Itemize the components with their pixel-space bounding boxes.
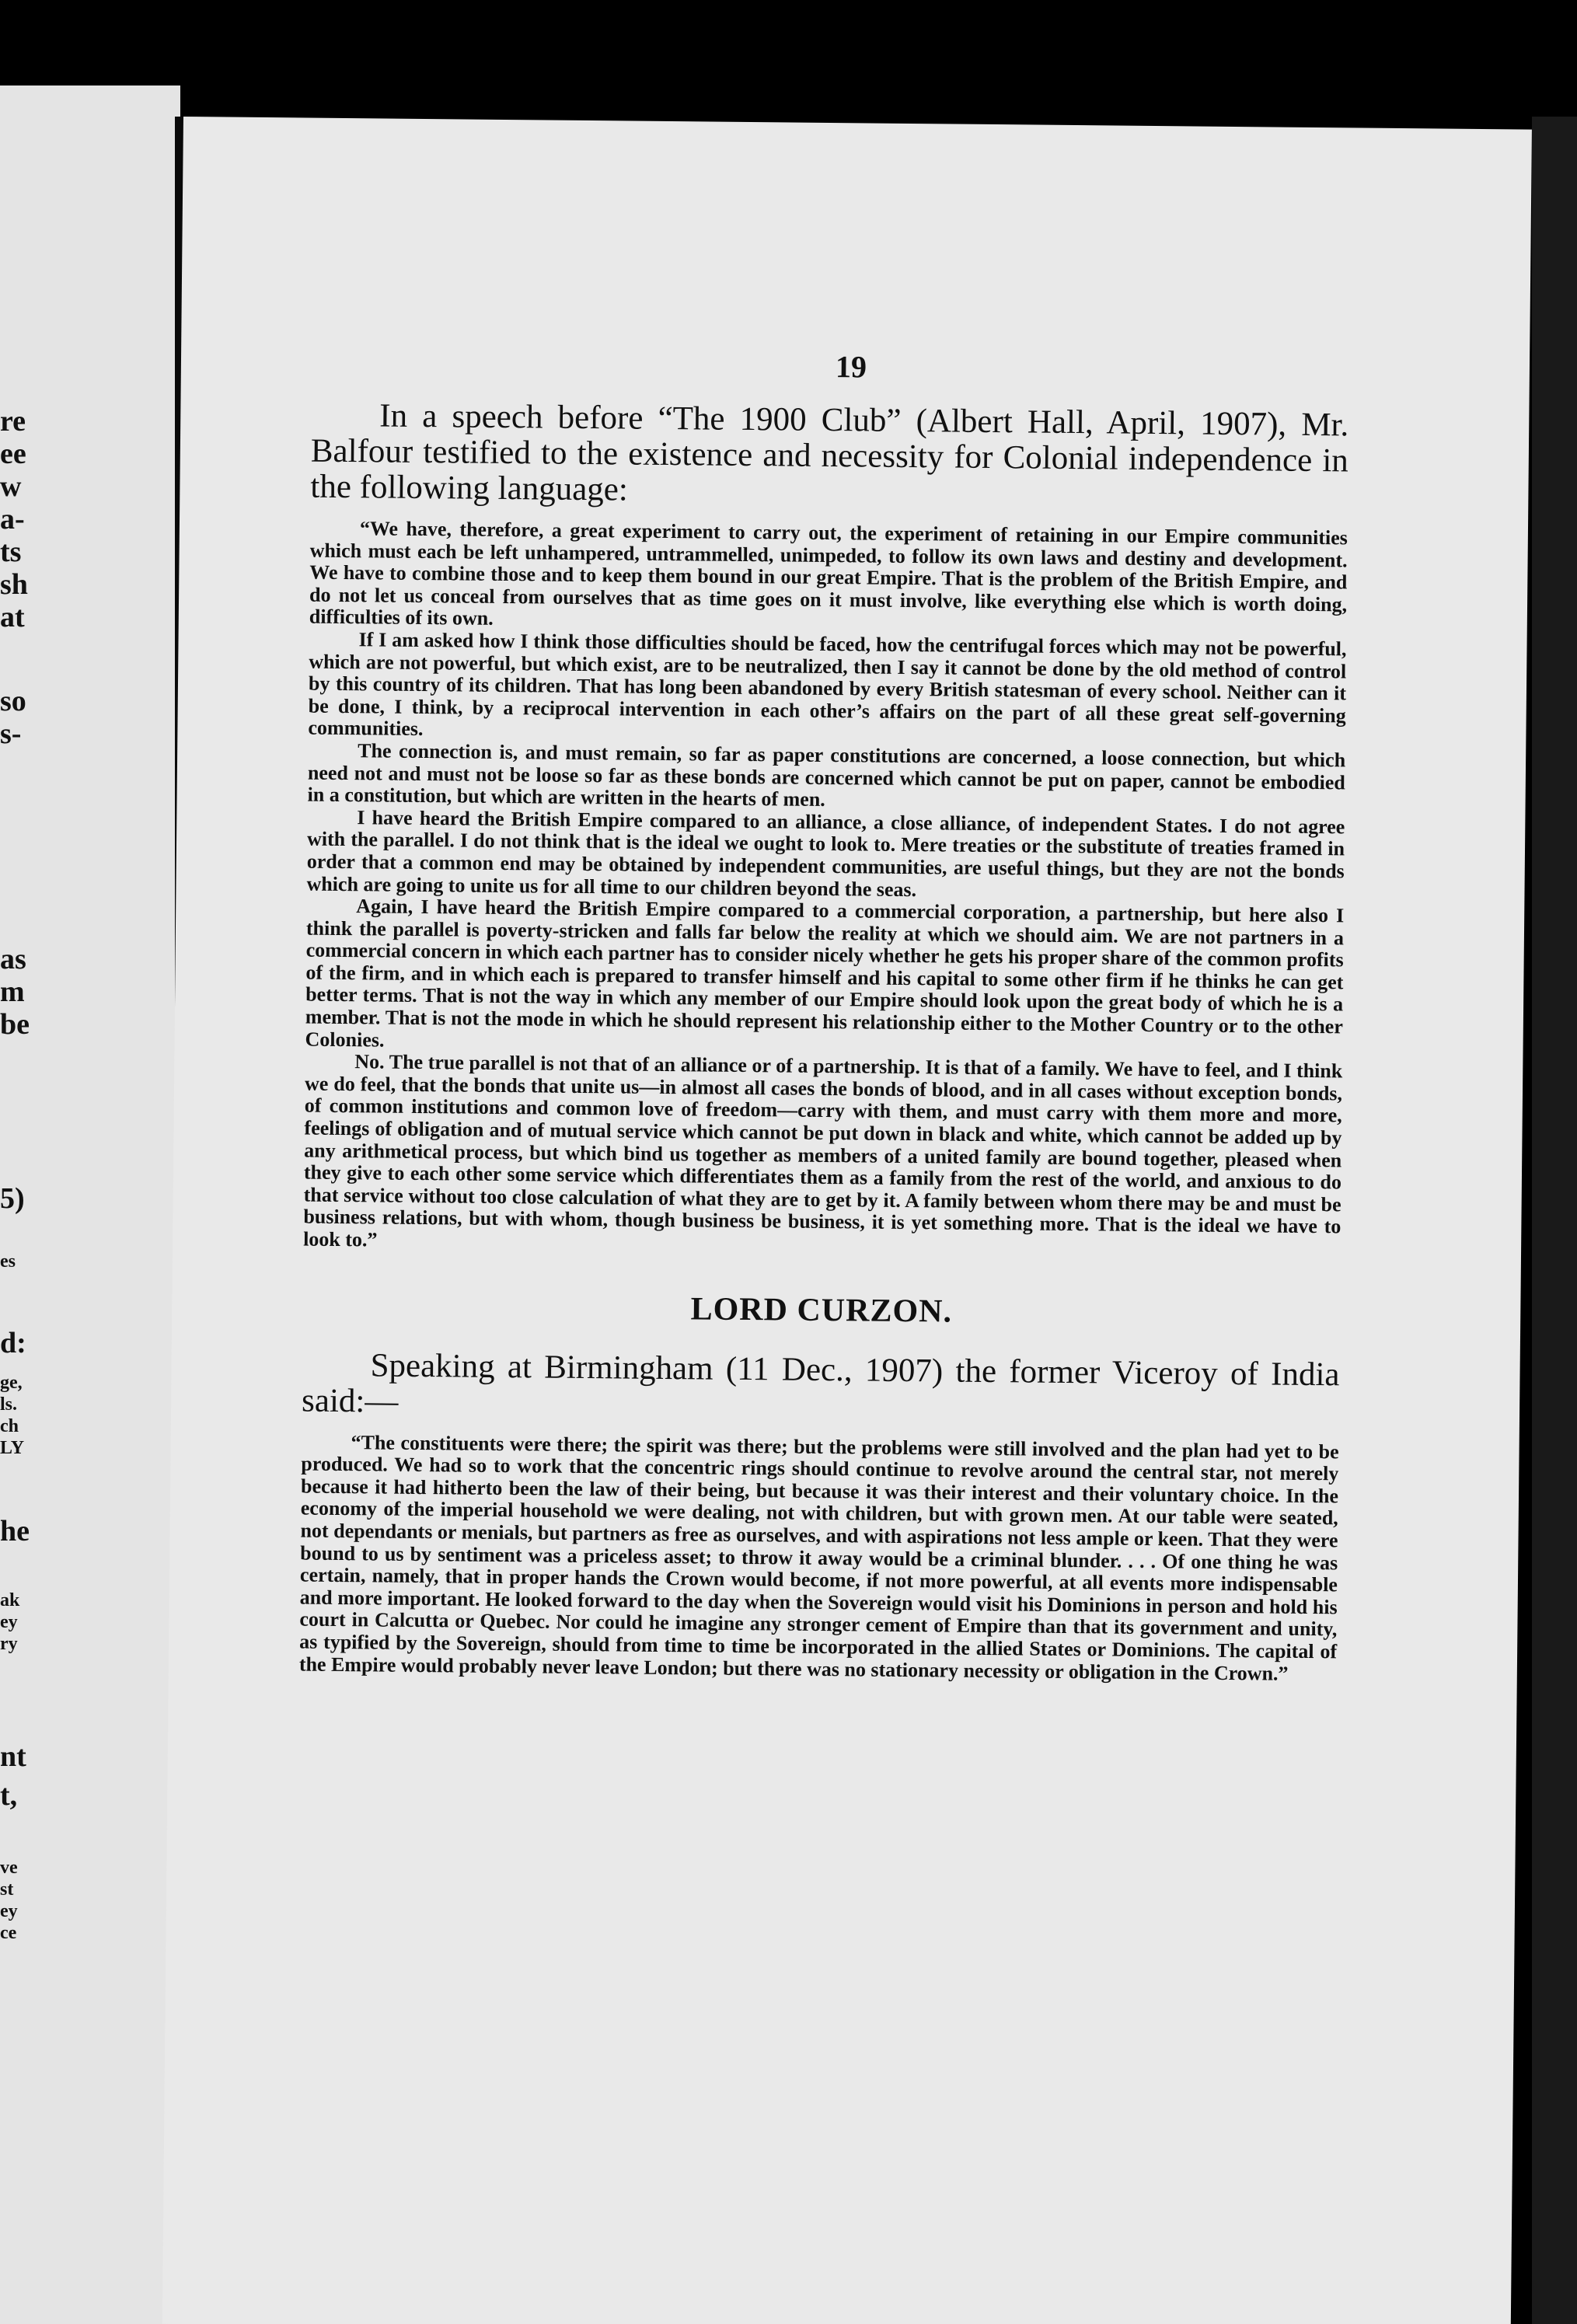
- facing-page-fragment: st: [0, 1879, 14, 1900]
- curzon-intro: Speaking at Birmingham (11 Dec., 1907) the former Viceroy of India said:—: [301, 1346, 1340, 1420]
- facing-page-fragment: ee: [0, 438, 26, 470]
- facing-page-fragment: as: [0, 943, 26, 975]
- facing-page-fragment: ry: [0, 1634, 18, 1654]
- facing-page-fragment: ge,: [0, 1373, 23, 1393]
- facing-page-fragment: sh: [0, 568, 28, 601]
- facing-page-fragment: w: [0, 470, 22, 503]
- facing-page-fragment: s-: [0, 717, 22, 750]
- section-heading: LORD CURZON.: [690, 1290, 953, 1330]
- facing-page-fragment: be: [0, 1008, 30, 1041]
- facing-page-fragment: he: [0, 1515, 30, 1548]
- quote-paragraph: The connection is, and must remain, so far as paper constitutions are concerned, a loose connection, but which need not and must not be loose so far as these bonds are concerned which cannot be put on paper, cannot be embodied in a constitution, but which are written in the hearts of men.: [307, 739, 1346, 811]
- quote-paragraph: If I am asked how I think those difficulties should be faced, how the centrifugal forces which may not be powerful, which are not powerful, but which exist, are to be neutralized, then I say it cannot be done by the old method of control by this country of its children. That has long been abandoned by every British statesman of every school. Neither can it be done, I think, by a reciprocal intervention in each other’s affairs on the part of all these great self-governing communities.: [308, 628, 1347, 741]
- quote-paragraph: No. The true parallel is not that of an alliance or of a partnership. It is that of a family. We have to feel, and I think we do feel, that the bonds that unite us—in almost all cases the bonds of blood, and in all cases without exception bonds, of common institutions and common love of freedom—carry with them, and must carry with them more and more, feelings of obligation and of mutual service which cannot be put down in black and white, which cannot be added up by any arithmetical process, but which bind us together as members of a united family are bound together, pleased when they give to each other some service which differentiates them as a family from the rest of the world, and anxious to do that service without too close calculation of what they are to get by it. A family between whom there may be and must be business relations, but with whom, though business be business, it is yet something more. That is the ideal we have to look to.”: [303, 1050, 1343, 1251]
- facing-page-fragment: so: [0, 685, 26, 717]
- facing-page-fragment: t,: [0, 1779, 18, 1812]
- facing-page-fragment: ls.: [0, 1394, 18, 1415]
- facing-page-fragment: a-: [0, 503, 25, 536]
- facing-page-fragment: at: [0, 601, 25, 633]
- facing-page-fragment: LY: [0, 1438, 25, 1458]
- balfour-intro: In a speech before “The 1900 Club” (Albert Hall, April, 1907), Mr. Balfour testified to the existence and necessity for Colonial independence in the following language:: [310, 397, 1349, 508]
- facing-page-fragment: ch: [0, 1416, 19, 1436]
- facing-page-fragment: ey: [0, 1612, 18, 1632]
- balfour-quote: [303, 518, 1348, 1261]
- page-19: [162, 117, 1532, 2324]
- quote-paragraph: Again, I have heard the British Empire compared to a commercial corporation, a partnership, but here also I think the parallel is poverty-stricken and falls far below the reality at which we should aim. We are not partners in a commercial concern in which each partner has to consider nicely whether he gets his proper share of the common profits of the firm, and in which each is prepared to transfer himself and his capital to some other firm if he thinks he can get better terms. That is not the way in which any member of our Empire should look upon the great body of which he is a member. That is not the mode in which he should represent his relationship either to the Mother Country or to the other Colonies.: [305, 895, 1345, 1052]
- quote-paragraph: I have heard the British Empire compared to an alliance, a close alliance, of independent States. I do not agree with the parallel. I do not think that is the ideal we ought to look to. Mere treaties or the substitute of treaties framed in order that a common end may be obtained by independent communities, are useful things, but they are not the bonds which are going to unite us for all time to our children beyond the seas.: [306, 805, 1345, 901]
- facing-page-fragment: ey: [0, 1901, 18, 1921]
- facing-page: [0, 85, 180, 2324]
- page-content: [299, 398, 1349, 1686]
- facing-page-fragment: ce: [0, 1923, 17, 1943]
- facing-page-fragment: re: [0, 405, 26, 438]
- quote-paragraph: “The constituents were there; the spirit was there; but the problems were still involved and the plan had yet to be produced. We had so to work that the concentric rings should continue to revolve around the central star, not merely because it had hitherto been the law of their being, but because it was their interest and their voluntary choice. In the economy of the imperial household we were dealing, not with children, but with grown men. At our table were seated, not dependants or menials, but partners as free as ourselves, and with aspirations not less ample or keen. That they were bound to us by sentiment was a priceless asset; to throw it away would be a criminal blunder. . . . Of one thing he was certain, namely, that in proper hands the Crown would become, if not more powerful, at all events more indispensable and more important. He looked forward to the day when the Sovereign would visit his Dominions in person and hold his court in Calcutta or Quebec. Nor could he imagine any stronger cement of Empire than that its government and unity, as typified by the Sovereign, should from time to time be incorporated in the allied States or Dominions. The capital of the Empire would probably never leave London; but there was no stationary necessity or obligation in the Crown.”: [298, 1430, 1339, 1685]
- facing-page-fragment: ve: [0, 1858, 18, 1878]
- facing-page-fragment: 5): [0, 1182, 25, 1215]
- page-number: 19: [835, 349, 867, 385]
- quote-paragraph: “We have, therefore, a great experiment to carry out, the experiment of retaining in our Empire communities which must each be left unhampered, untrammelled, unimpeded, to follow its own laws and destiny and development. We have to combine those and to keep them bound in our great Empire. That is the problem of the British Empire, and do not let us conceal from ourselves that as time goes on it must involve, like everything else which is worth doing, difficulties of its own.: [309, 517, 1348, 630]
- facing-page-fragment: m: [0, 975, 25, 1008]
- facing-page-fragment: nt: [0, 1740, 26, 1773]
- curzon-quote: [299, 1431, 1339, 1685]
- facing-page-fragment: ak: [0, 1590, 20, 1610]
- facing-page-fragment: ts: [0, 536, 22, 568]
- facing-page-fragment: d:: [0, 1327, 26, 1359]
- facing-page-fragment: es: [0, 1251, 16, 1272]
- page-edge: [1532, 117, 1577, 2324]
